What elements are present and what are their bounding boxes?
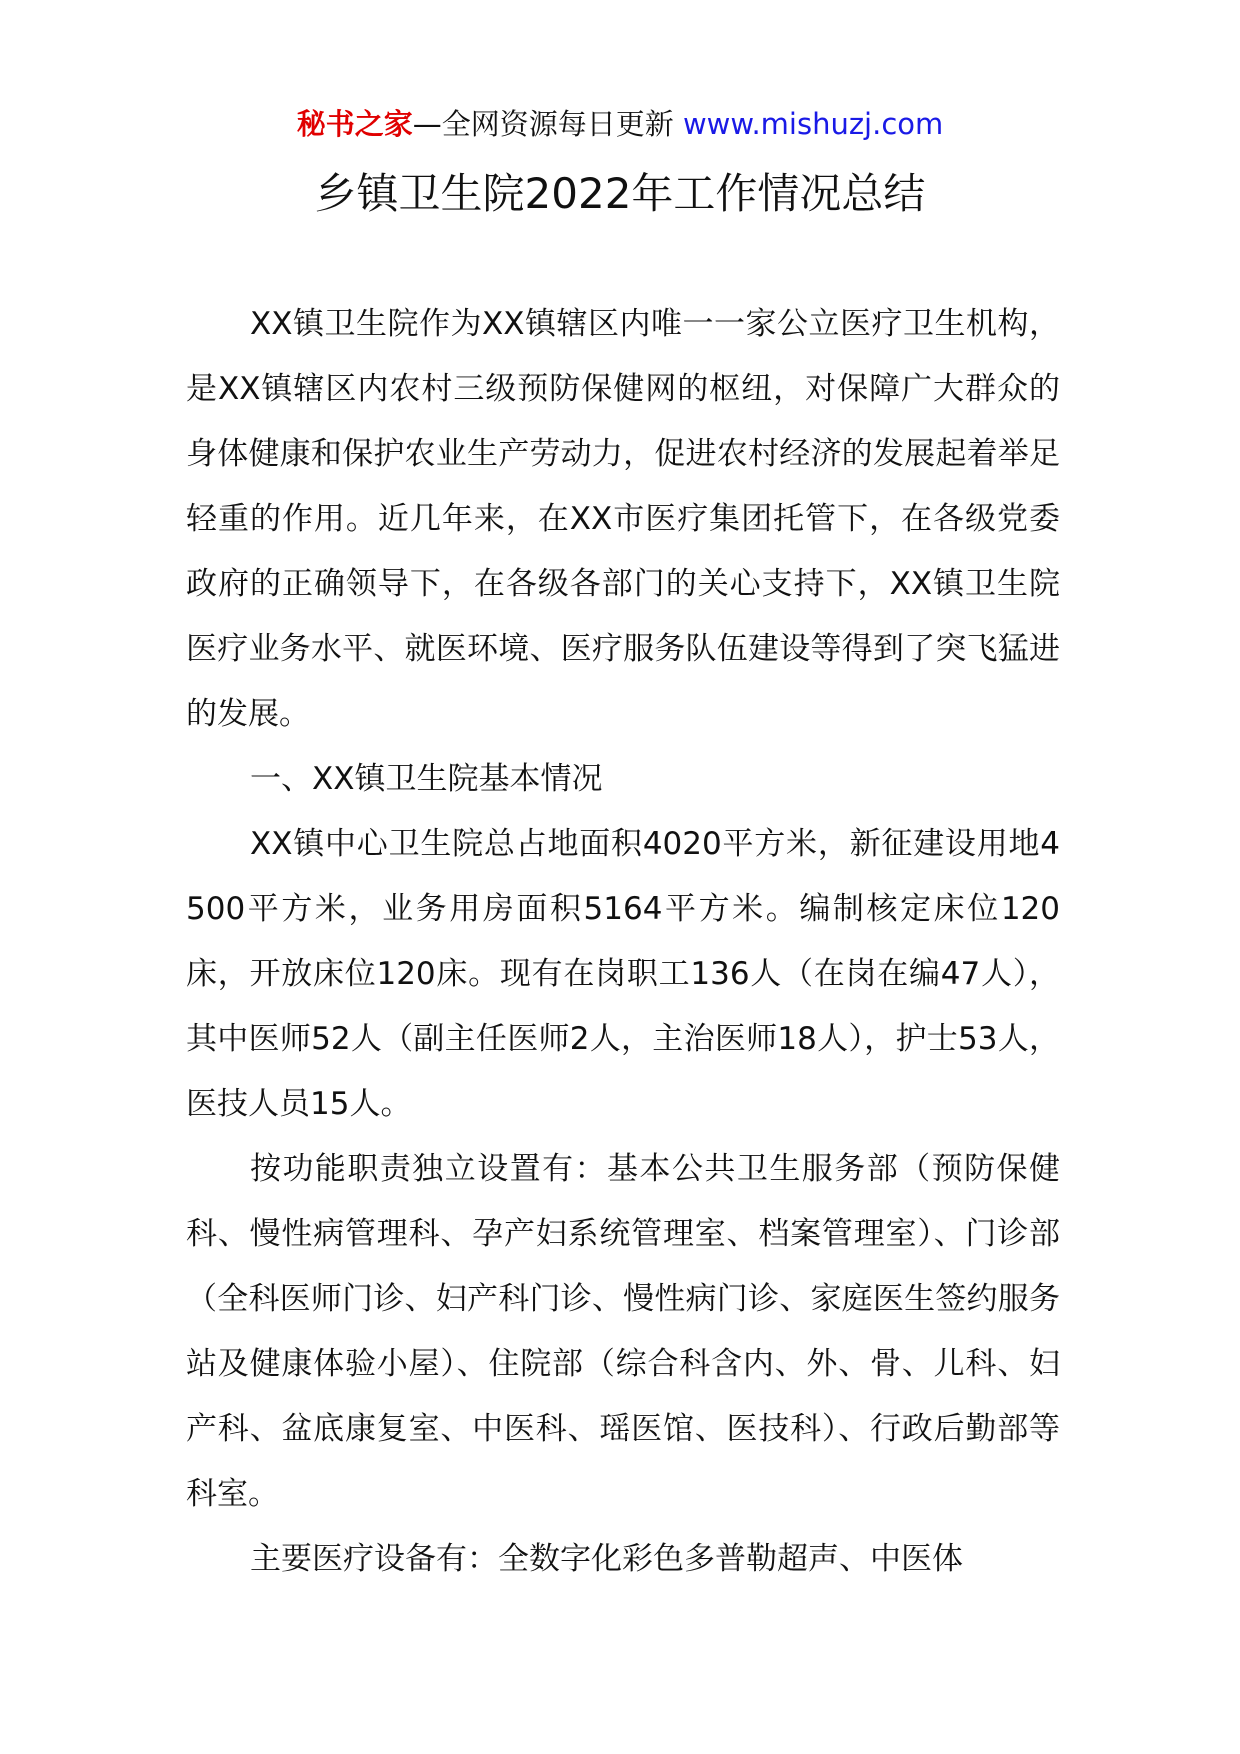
departments-paragraph: 按功能职责独立设置有：基本公共卫生服务部（预防保健科、慢性病管理科、孕产妇系统管理室、档案管理室）、门诊部（全科医师门诊、妇产科门诊、慢性病门诊、家庭医生签约服务站及健康体验小屋）、住院部（综合科含内、外、骨、儿科、妇产科、盆底康复室、中医科、瑶医馆、医技科）、行政后勤部等科室。 <box>186 1151 1060 1512</box>
site-url-link[interactable]: www.mishuzj.com <box>682 107 944 141</box>
document-title: 乡镇卫生院2022年工作情况总结 <box>314 169 926 218</box>
document-body <box>186 292 1060 1592</box>
site-header <box>0 104 1240 144</box>
site-brand: 秘书之家 <box>296 107 413 141</box>
intro-paragraph: XX镇卫生院作为XX镇辖区内唯一一家公立医疗卫生机构，是XX镇辖区内农村三级预防保健网的枢纽，对保障广大群众的身体健康和保护农业生产劳动力，促进农村经济的发展起着举足轻重的作用。近几年来，在XX市医疗集团托管下，在各级党委政府的正确领导下，在各级各部门的关心支持下，XX镇卫生院医疗业务水平、就医环境、医疗服务队伍建设等得到了突飞猛进的发展。 <box>186 306 1060 732</box>
section-heading-basic-info: 一、XX镇卫生院基本情况 <box>250 761 603 797</box>
equipment-paragraph: 主要医疗设备有：全数字化彩色多普勒超声、中医体 <box>250 1541 963 1577</box>
facility-paragraph: XX镇中心卫生院总占地面积4020平方米，新征建设用地4500平方米，业务用房面积5164平方米。编制核定床位120床，开放床位120床。现有在岗职工136人（在岗在编47人），其中医师52人（副主任医师2人，主治医师18人），护士53人，医技人员15人。 <box>186 826 1060 1122</box>
site-tagline: —全网资源每日更新 <box>412 107 683 141</box>
